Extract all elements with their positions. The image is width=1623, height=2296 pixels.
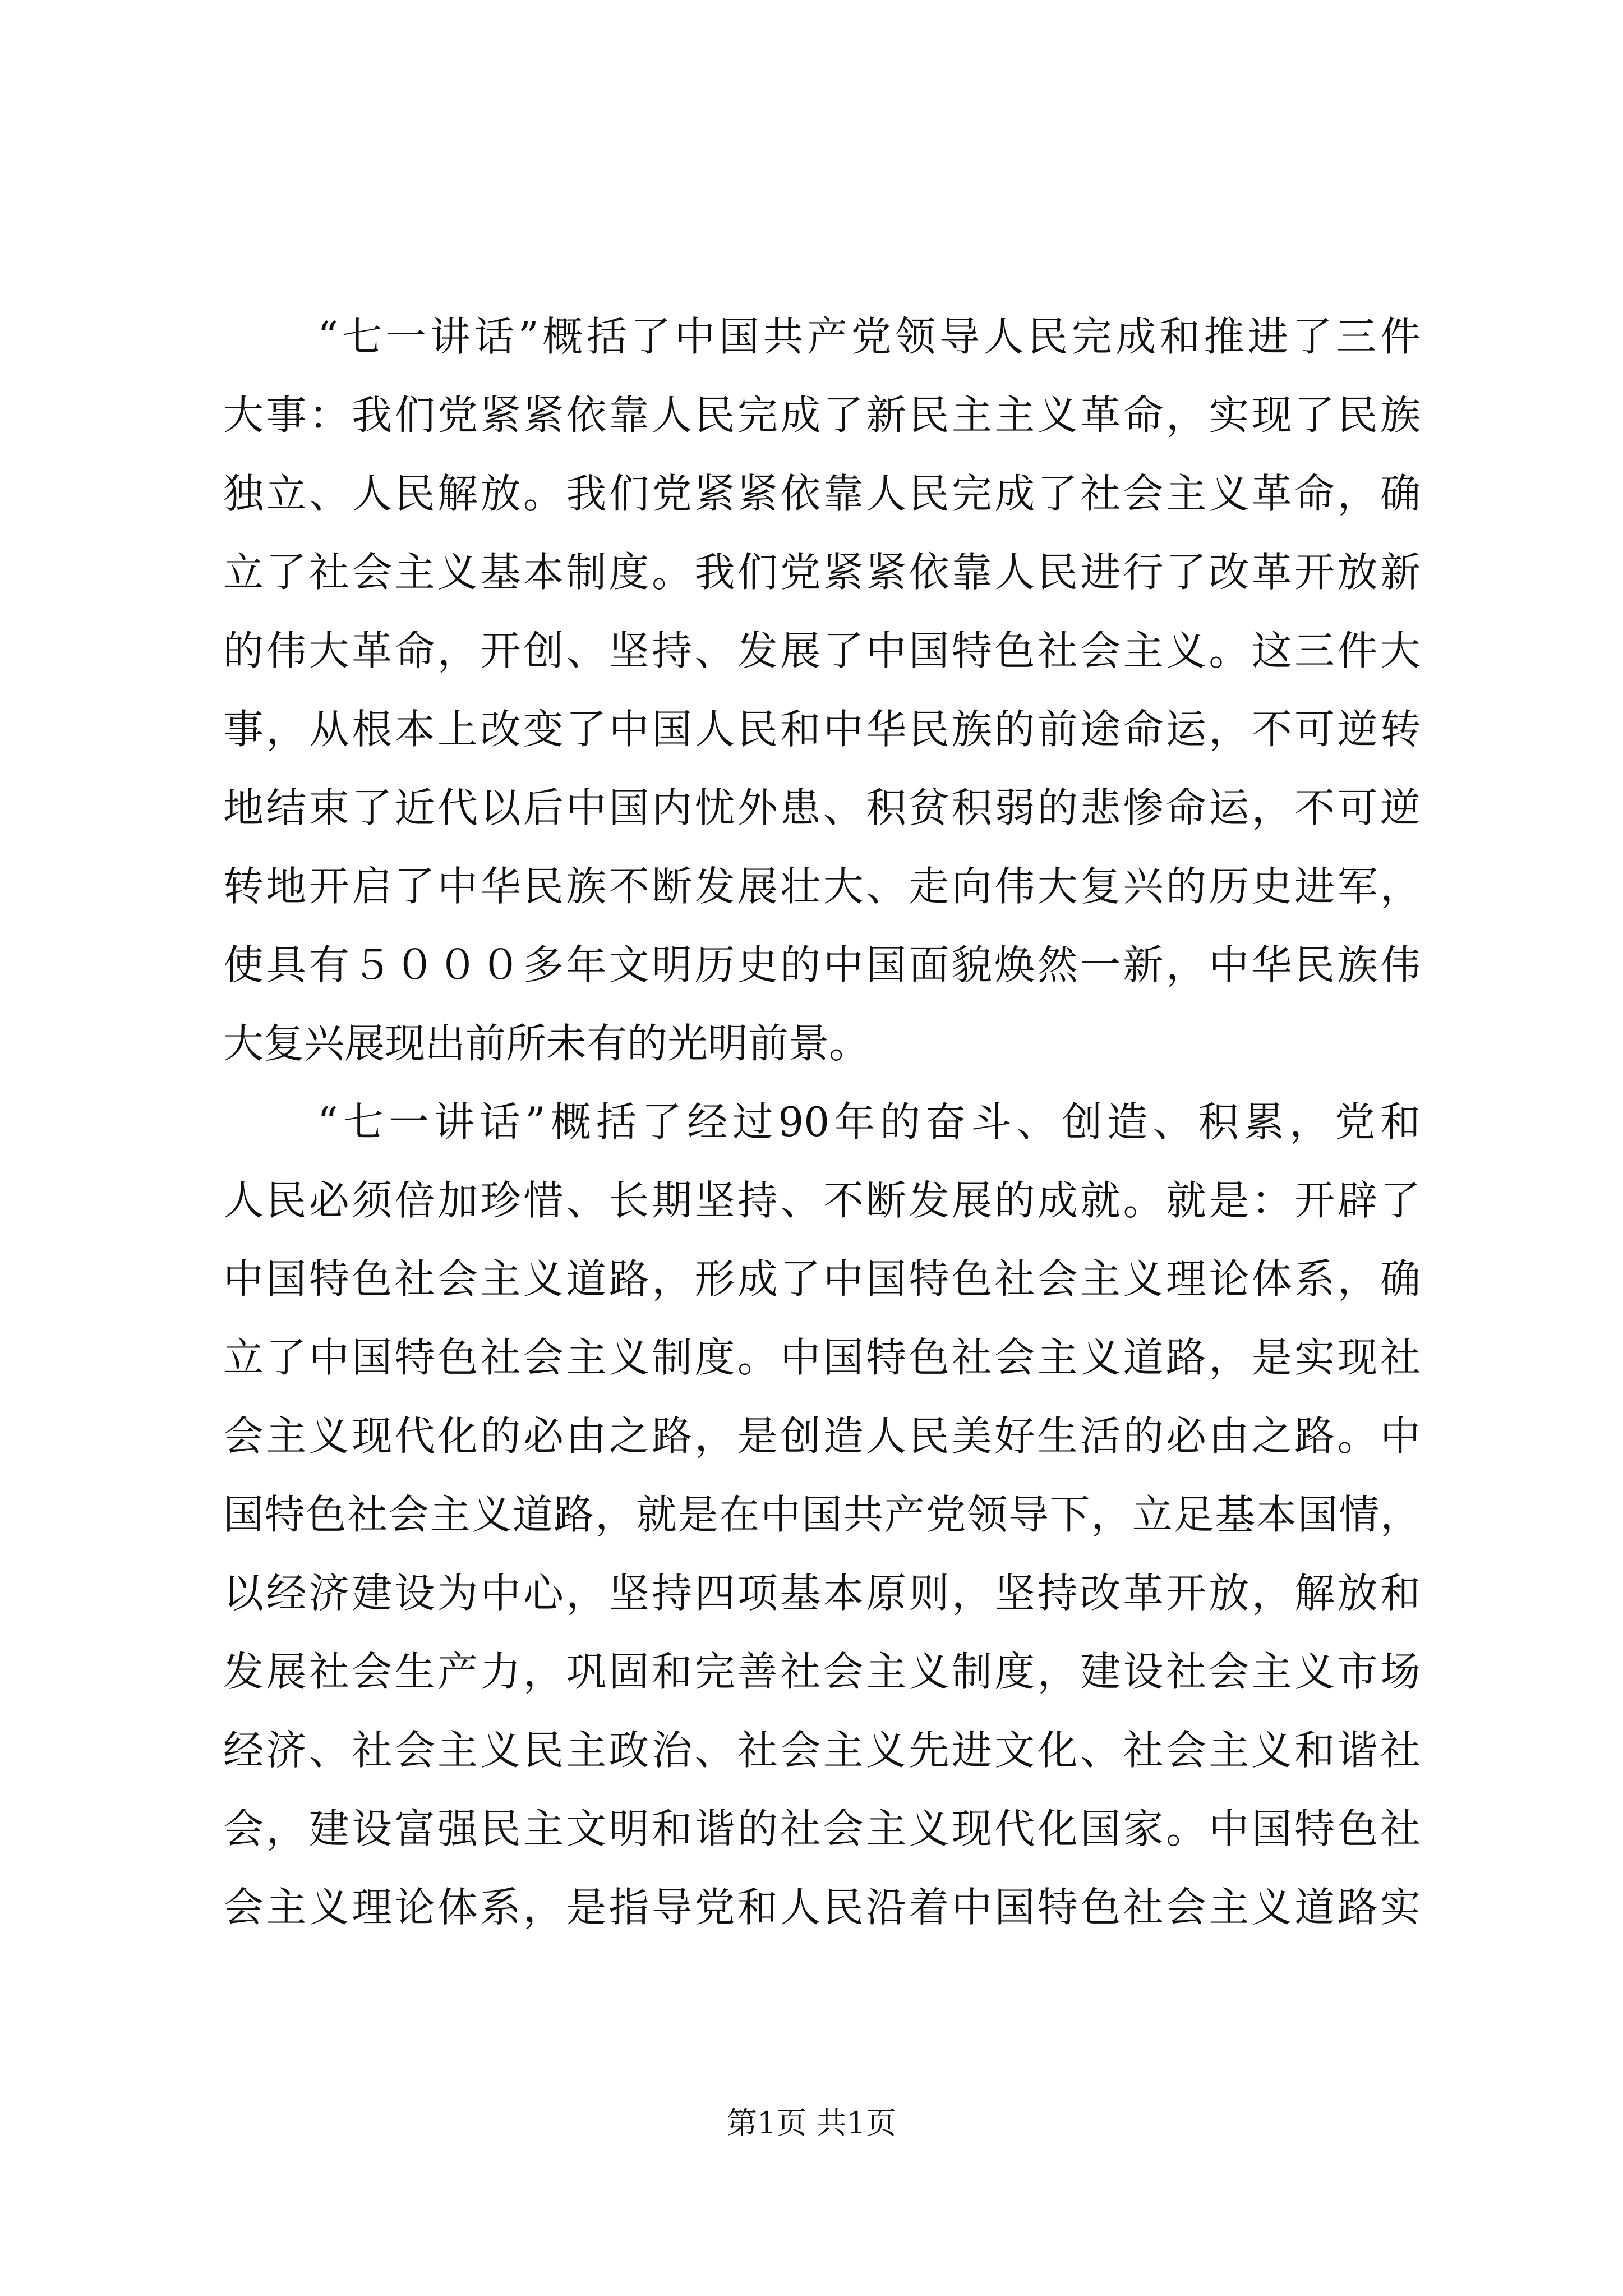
text-line: 会主义现代化的必由之路，是创造人民美好生活的必由之路。中 bbox=[223, 1412, 1421, 1460]
text-line: 转地开启了中华民族不断发展壮大、走向伟大复兴的历史进军， bbox=[223, 863, 1421, 910]
text-line: 中国特色社会主义道路，形成了中国特色社会主义理论体系，确 bbox=[223, 1255, 1421, 1303]
text-line: 人民必须倍加珍惜、长期坚持、不断发展的成就。就是：开辟了 bbox=[223, 1177, 1421, 1224]
text-line: 使具有５０００多年文明历史的中国面貌焕然一新，中华民族伟 bbox=[223, 941, 1421, 988]
text-line: 经济、社会主义民主政治、社会主义先进文化、社会主义和谐社 bbox=[223, 1727, 1421, 1774]
page-number-label: 第1页 共1页 bbox=[727, 2105, 896, 2141]
text-line: 国特色社会主义道路，就是在中国共产党领导下，立足基本国情， bbox=[223, 1491, 1421, 1538]
text-line: 独立、人民解放。我们党紧紧依靠人民完成了社会主义革命，确 bbox=[223, 470, 1421, 517]
paragraph-1 bbox=[223, 297, 1421, 1083]
text-line: 立了社会主义基本制度。我们党紧紧依靠人民进行了改革开放新 bbox=[223, 549, 1421, 596]
paragraph-2 bbox=[223, 1083, 1421, 1947]
text-line: 会主义理论体系，是指导党和人民沿着中国特色社会主义道路实 bbox=[223, 1884, 1421, 1931]
text-line: 地结束了近代以后中国内忧外患、积贫积弱的悲惨命运，不可逆 bbox=[223, 784, 1421, 831]
text-line: 的伟大革命，开创、坚持、发展了中国特色社会主义。这三件大 bbox=[223, 627, 1421, 674]
text-line: 会，建设富强民主文明和谐的社会主义现代化国家。中国特色社 bbox=[223, 1805, 1421, 1852]
text-line: 立了中国特色社会主义制度。中国特色社会主义道路，是实现社 bbox=[223, 1334, 1421, 1381]
text-line: “七一讲话”概括了中国共产党领导人民完成和推进了三件 bbox=[317, 313, 1421, 360]
text-line: 事，从根本上改变了中国人民和中华民族的前途命运，不可逆转 bbox=[223, 706, 1421, 753]
text-line: 大复兴展现出前所未有的光明前景。 bbox=[223, 1020, 870, 1067]
text-line: “七一讲话”概括了经过90年的奋斗、创造、积累，党和 bbox=[317, 1098, 1421, 1145]
document-body bbox=[223, 297, 1421, 1947]
page-footer bbox=[0, 2101, 1623, 2146]
text-line: 以经济建设为中心，坚持四项基本原则，坚持改革开放，解放和 bbox=[223, 1570, 1421, 1617]
text-line: 大事：我们党紧紧依靠人民完成了新民主主义革命，实现了民族 bbox=[223, 392, 1421, 439]
text-line: 发展社会生产力，巩固和完善社会主义制度，建设社会主义市场 bbox=[223, 1648, 1421, 1695]
